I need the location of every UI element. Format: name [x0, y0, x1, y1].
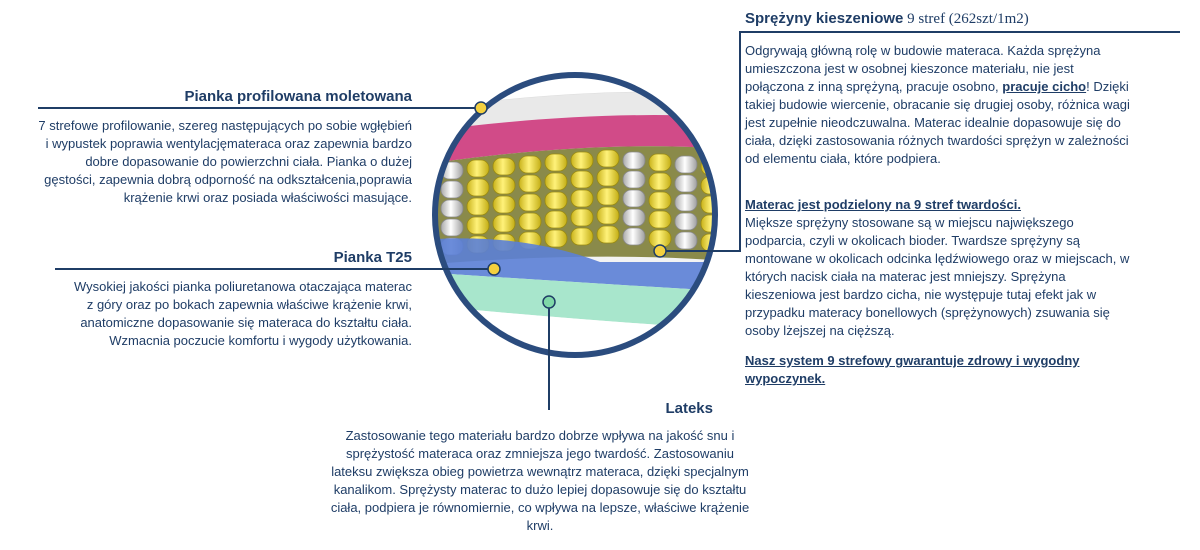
quiet-operation-link[interactable]: pracuje cicho [1002, 79, 1087, 94]
pocket-spring-segment [675, 213, 697, 230]
zones-section [745, 196, 1135, 340]
pocket-spring-segment [649, 211, 671, 228]
pocket-spring-segment [467, 217, 489, 234]
pocket-spring-segment [571, 152, 593, 169]
pocket-spring-segment [519, 213, 541, 230]
closing-statement [745, 352, 1135, 388]
zones-heading: Materac jest podzielony na 9 stref twardości. [745, 197, 1021, 212]
t25-foam-description: Wysokiej jakości pianka poliuretanowa otaczająca materac z góry oraz po bokach zapewnia właściwe krążenie krwi, anatomiczne dopasowanie się materaca do kształtu ciała. Wzmacnia poczucie komfortu i wygody użytkowania. [73, 279, 412, 348]
profile-foam-title: Pianka profilowana moletowana [184, 88, 412, 105]
pocket-spring-segment [467, 160, 489, 177]
pocket-spring-segment [493, 158, 515, 175]
pocket-spring-segment [467, 198, 489, 215]
pocket-spring-segment [519, 175, 541, 192]
pocket-spring-segment [597, 207, 619, 224]
pocket-spring-segment [675, 194, 697, 211]
pocket-spring-segment [623, 171, 645, 188]
springs-description [745, 42, 1130, 168]
pocket-spring-segment [675, 232, 697, 249]
pocket-spring-segment [571, 171, 593, 188]
t25-foam-title: Pianka T25 [333, 249, 412, 266]
springs-title [745, 10, 1029, 28]
pocket-spring-segment [441, 181, 463, 198]
pocket-spring-segment [623, 190, 645, 207]
pocket-spring-segment [623, 209, 645, 226]
marker-springs [654, 245, 666, 257]
closing-statement-text: Nasz system 9 strefowy gwarantuje zdrowy i wygodny wypoczynek. [745, 353, 1080, 386]
pocket-spring-segment [493, 177, 515, 194]
pocket-spring-segment [675, 175, 697, 192]
zones-description: Miększe sprężyny stosowane są w miejscu największego podparcia, czyli w okolicach bioder. Twardsze sprężyny są montowane w okolicach odcinka lędźwiowego oraz w miejscach, w których nacisk ciała na materac jest mniejszy. Sprężyna kieszeniowa jest bardzo cicha, nie występuje tutaj efekt jak w przypadku materacy bonellowych (sprężynowych) zsuwania się osoby lżejszej na cięższą. [745, 215, 1130, 338]
springs-text-b: ! Dzięki takiej budowie wiercenie, obracanie się drugiej osoby, różnica wagi jest zupełnie nieodczuwalna. Materac idealnie dopasowuje się do ciała, dzięki zastosowania różnych twardości sprężyn w zależności od elementu ciała, które podpiera. [745, 79, 1130, 166]
latex-title: Lateks [665, 400, 713, 417]
pocket-spring-segment [519, 194, 541, 211]
pocket-spring-segment [545, 192, 567, 209]
pocket-spring-segment [623, 228, 645, 245]
springs-text-a: Odgrywają główną rolę w budowie materaca. Każda sprężyna umieszczona jest w osobnej kieszonce materiału, nie jest połączona z inną sprężyną, pracuje osobno, [745, 43, 1101, 94]
latex-description: Zastosowanie tego materiału bardzo dobrze wpływa na jakość snu i sprężystość materaca oraz zmniejsza jego twardość. Zastosowaniu lateksu zwiększa obieg powietrza wewnątrz materaca, dzięki specjalnym kanalikom. Sprężysty materac to dużo lepiej dopasowuje się do kształtu ciała, podpiera je równomiernie, co wpływa na lepsze, właściwe krążenie krwi. [330, 428, 750, 533]
springs-title-bold: Sprężyny kieszeniowe [745, 10, 904, 27]
marker-latex [543, 296, 555, 308]
pocket-spring-segment [649, 192, 671, 209]
pocket-spring-segment [545, 173, 567, 190]
pocket-spring-segment [571, 228, 593, 245]
pocket-spring-segment [545, 154, 567, 171]
pocket-spring-segment [545, 230, 567, 247]
pocket-spring-segment [545, 211, 567, 228]
pocket-spring-segment [519, 156, 541, 173]
pocket-spring-segment [441, 219, 463, 236]
marker-profile-foam [475, 102, 487, 114]
pocket-spring-segment [597, 150, 619, 167]
pocket-spring-segment [675, 156, 697, 173]
profile-foam-description: 7 strefowe profilowanie, szereg następujących po sobie wgłębień i wypustek poprawia wentylacjęmateraca oraz zapewnia bardzo dobre dopasowanie do powierzchni ciała. Pianka o dużej gęstości, zapewnia dobrą odporność na odkształcenia,poprawia krążenie krwi oraz posiada właściwości masujące. [38, 118, 412, 205]
pocket-spring-segment [597, 226, 619, 243]
pocket-spring-segment [493, 196, 515, 213]
pocket-spring-segment [441, 200, 463, 217]
pocket-spring-segment [571, 209, 593, 226]
pocket-spring-segment [571, 190, 593, 207]
pocket-spring-segment [623, 152, 645, 169]
pocket-spring-segment [597, 169, 619, 186]
pocket-spring-segment [493, 215, 515, 232]
pocket-spring-segment [649, 154, 671, 171]
pocket-spring-segment [467, 179, 489, 196]
marker-t25-foam [488, 263, 500, 275]
pocket-spring-segment [597, 188, 619, 205]
pocket-spring-segment [649, 173, 671, 190]
springs-title-detail: 9 stref (262szt/1m2) [903, 11, 1029, 27]
